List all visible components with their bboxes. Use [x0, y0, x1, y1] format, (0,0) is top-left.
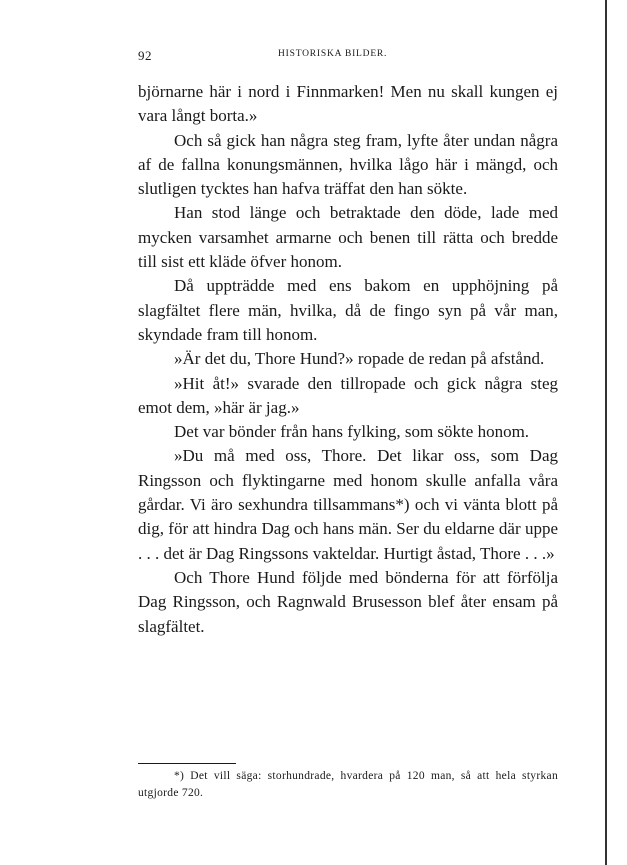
- paragraph: »Är det du, Thore Hund?» ropade de redan på afstånd.: [174, 349, 545, 369]
- paragraph: Och så gick han några steg fram, lyfte åter undan några af de fallna konungsmännen, hvilka lågo här i mängd, och slutligen tycktes han hafva träffat den han sökte.: [138, 130, 558, 199]
- body-text: [138, 80, 558, 639]
- paragraph: Han stod länge och betraktade den döde, lade med mycken varsamhet armarne och benen till rätta och bredde till sist ett kläde öfver honom.: [138, 203, 558, 272]
- page-header: [138, 48, 558, 68]
- paragraph-continued: björnarne här i nord i Finnmarken! Men nu skall kungen ej vara långt borta.»: [138, 82, 558, 126]
- footnote-divider: [138, 763, 236, 764]
- paragraph: »Du må med oss, Thore. Det likar oss, som Dag Ringsson och flyktingarne med honom skulle anfalla våra gårdar. Vi äro sexhundra tillsammans*) och vi vänta blott på dig, för att hindra Dag och hans män. Ser du eldarne där uppe . . . det är Dag Ringssons vakteldar. Hurtigt åstad, Thore . . .»: [138, 446, 558, 563]
- page-edge-line: [605, 0, 607, 865]
- footnote: *) Det vill säga: storhundrade, hvardera på 120 man, så att hela styrkan utgjorde 720.: [138, 770, 558, 799]
- paragraph: Det var bönder från hans fylking, som sökte honom.: [174, 422, 530, 442]
- page-number: 92: [138, 48, 152, 63]
- running-title: HISTORISKA BILDER.: [278, 49, 388, 59]
- paragraph: »Hit åt!» svarade den tillropade och gick några steg emot dem, »här är jag.»: [138, 373, 558, 417]
- paragraph: Då uppträdde med ens bakom en upphöjning på slagfältet flere män, hvilka, då de fingo syn på vår man, skyndade fram till honom.: [138, 276, 558, 344]
- paragraph: Och Thore Hund följde med bönderna för att förfölja Dag Ringsson, och Ragnwald Brusesson blef åter ensam på slagfältet.: [138, 567, 558, 636]
